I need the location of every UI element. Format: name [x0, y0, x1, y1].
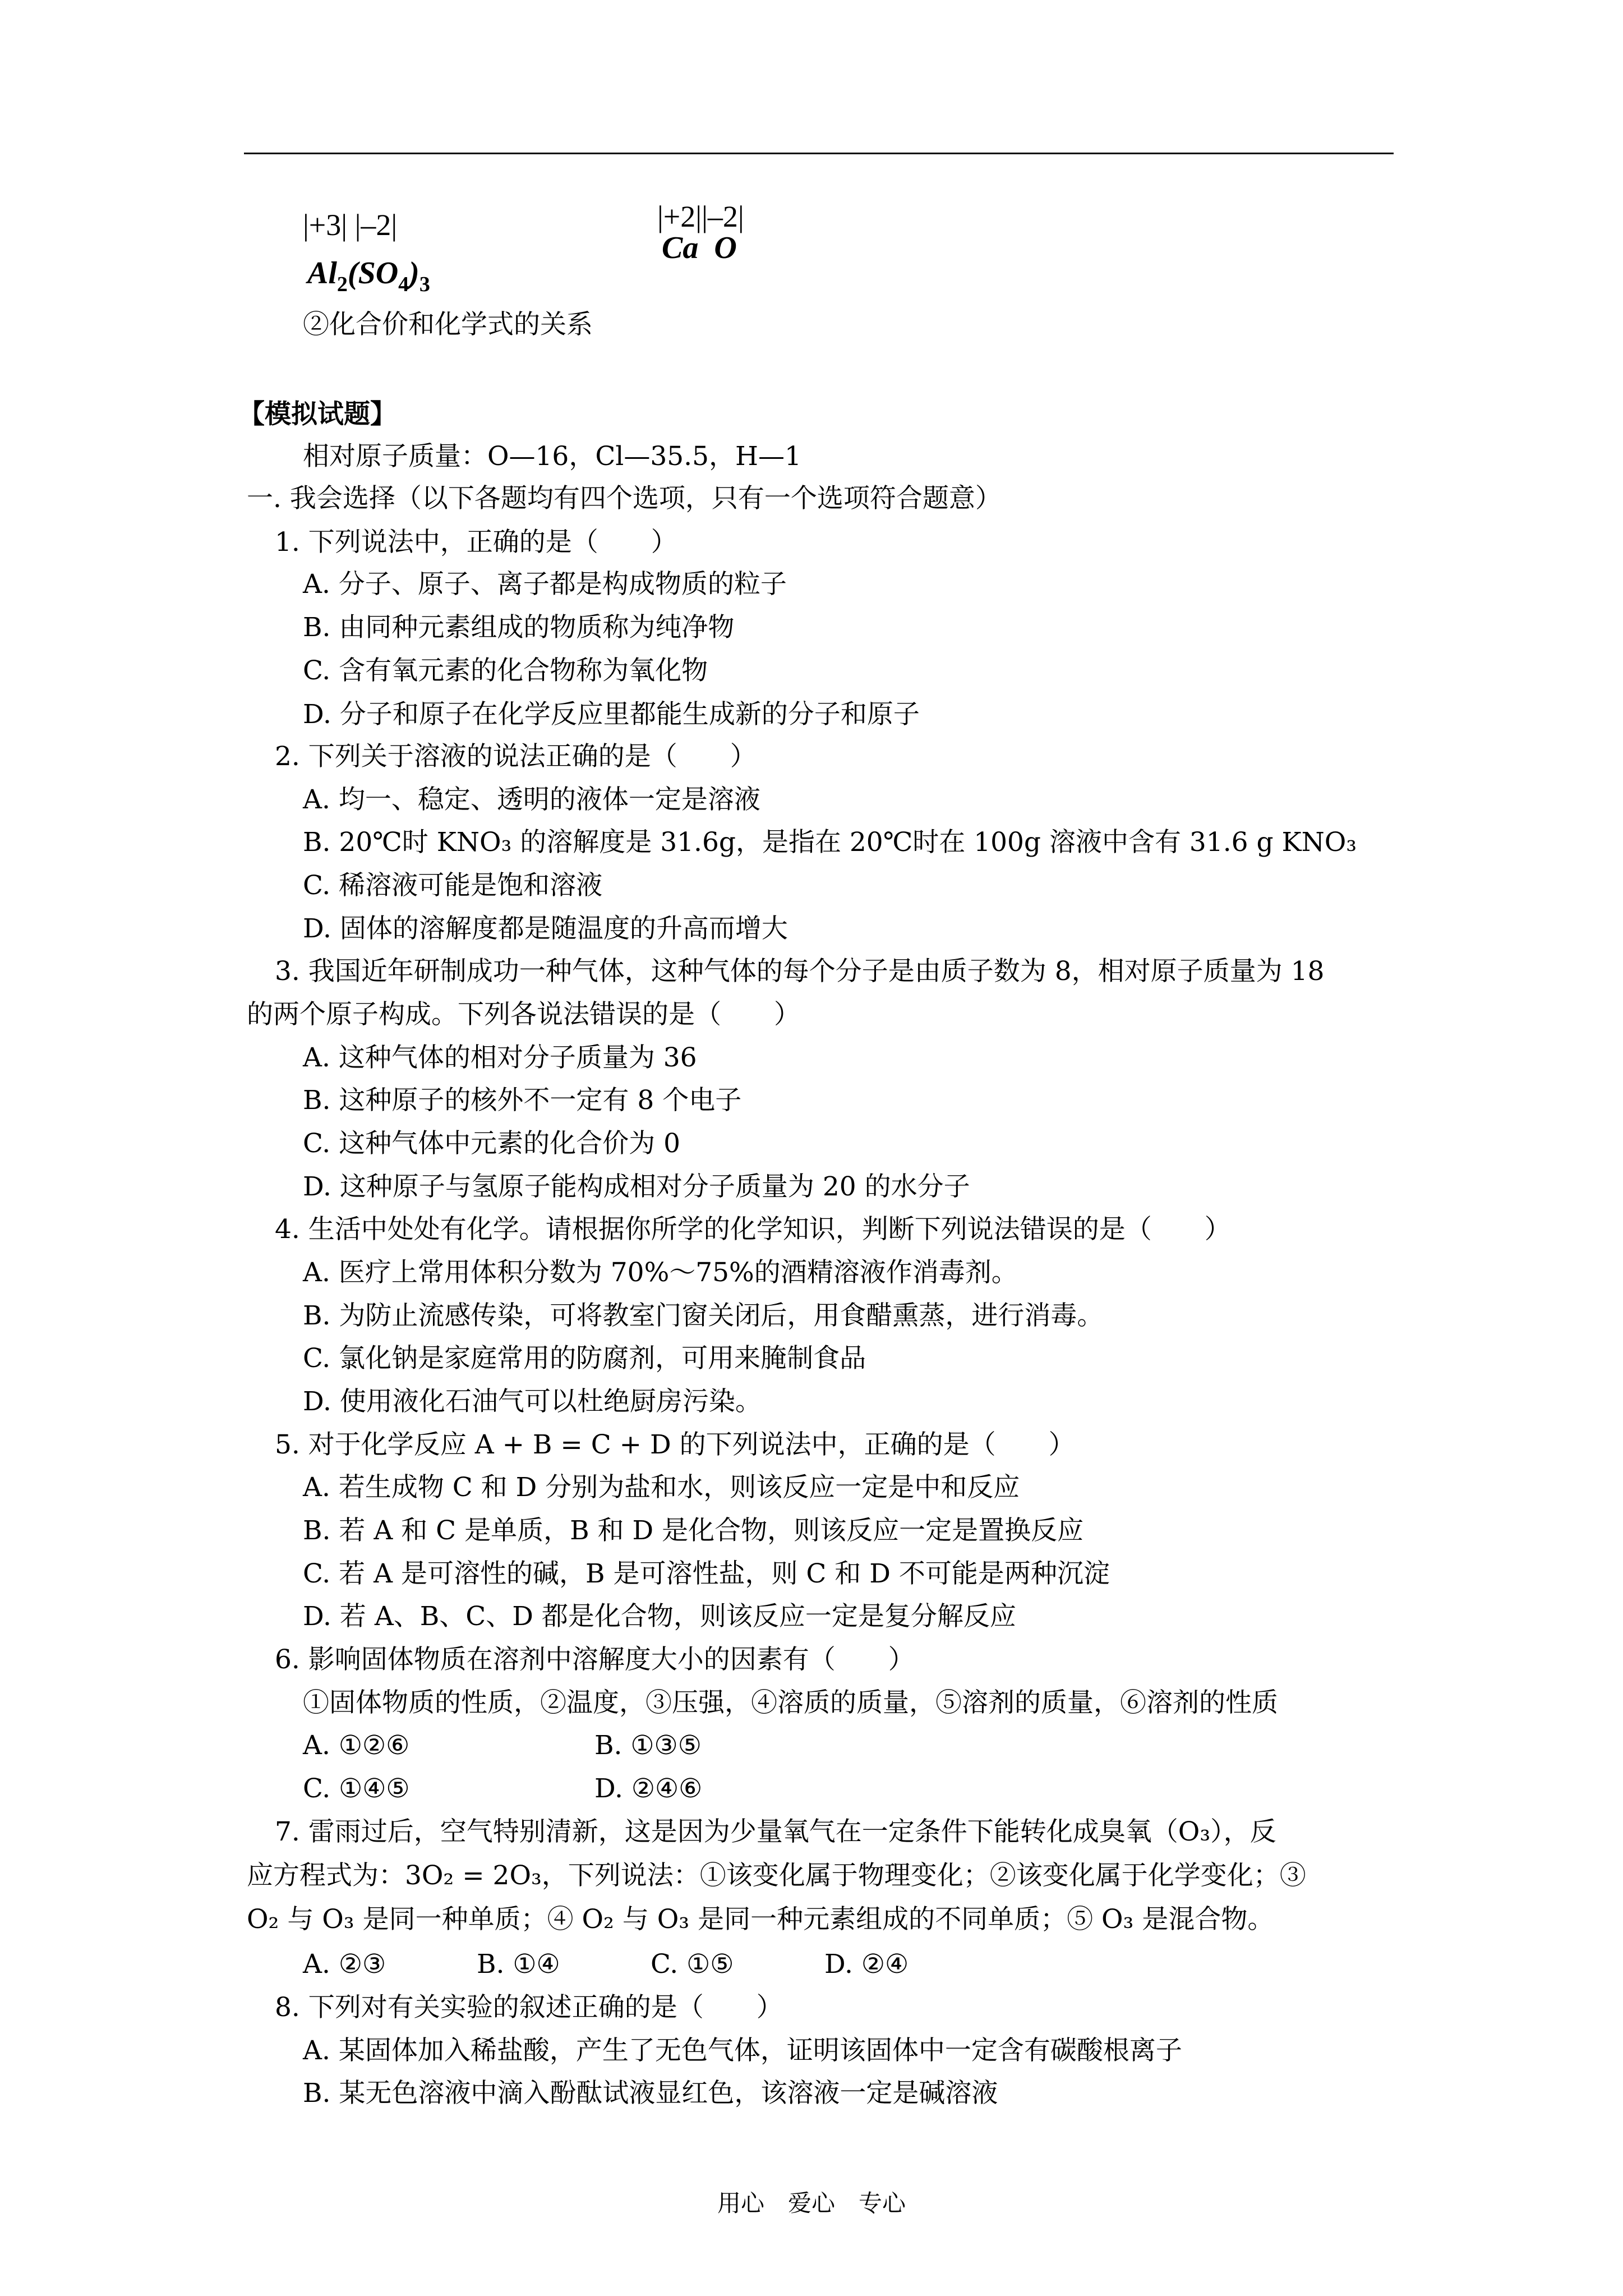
- formula-al2so43: [307, 255, 430, 297]
- question-5-option-c: C. 若 A 是可溶性的碱，B 是可溶性盐，则 C 和 D 不可能是两种沉淀: [303, 1558, 1110, 1589]
- valence-top-2: |+2||–2|: [657, 200, 744, 233]
- question-4-option-a: A. 医疗上常用体积分数为 70%～75%的酒精溶液作消毒剂。: [303, 1257, 1018, 1288]
- question-6-option-d: D. ②④⑥: [594, 1773, 703, 1804]
- question-4-stem: 4. 生活中处处有化学。请根据你所学的化学知识，判断下列说法错误的是（ ）: [275, 1214, 1231, 1245]
- question-2-option-b: B. 20℃时 KNO₃ 的溶解度是 31.6g，是指在 20℃时在 100g 溶液中含有 31.6 g KNO₃: [303, 827, 1357, 858]
- question-7-option-b: B. ①④: [477, 1949, 560, 1980]
- question-8-option-a: A. 某固体加入稀盐酸，产生了无色气体，证明该固体中一定含有碳酸根离子: [303, 2035, 1182, 2066]
- valence-top-1: |+3| |–2|: [303, 208, 398, 242]
- formula-sub-2: 2: [336, 273, 348, 296]
- question-3-stem-cont: 的两个原子构成。下列各说法错误的是（ ）: [247, 999, 800, 1030]
- question-5-option-a: A. 若生成物 C 和 D 分别为盐和水，则该反应一定是中和反应: [303, 1472, 1020, 1503]
- question-2-option-d: D. 固体的溶解度都是随温度的升高而增大: [303, 913, 788, 944]
- question-6-option-b: B. ①③⑤: [594, 1730, 702, 1761]
- formula-so: (SO: [347, 256, 399, 291]
- question-6-factors: ①固体物质的性质，②温度，③压强，④溶质的质量，⑤溶剂的质量，⑥溶剂的性质: [303, 1687, 1278, 1718]
- question-3-option-b: B. 这种原子的核外不一定有 8 个电子: [303, 1085, 742, 1116]
- question-7-stem-cont: 应方程式为：3O₂ = 2O₃，下列说法：①该变化属于物理变化；②该变化属于化学变化；③: [247, 1860, 1306, 1891]
- question-4-option-c: C. 氯化钠是家庭常用的防腐剂，可用来腌制食品: [303, 1343, 866, 1374]
- question-2-option-a: A. 均一、稳定、透明的液体一定是溶液: [303, 784, 760, 815]
- question-5-stem: 5. 对于化学反应 A + B = C + D 的下列说法中，正确的是（ ）: [275, 1429, 1075, 1460]
- question-3-option-a: A. 这种气体的相对分子质量为 36: [303, 1042, 697, 1073]
- question-3-option-c: C. 这种气体中元素的化合价为 0: [303, 1128, 681, 1159]
- question-3-option-d: D. 这种原子与氢原子能构成相对分子质量为 20 的水分子: [303, 1171, 970, 1202]
- section-title: 【模拟试题】: [238, 399, 396, 430]
- question-7-option-c: C. ①⑤: [651, 1949, 734, 1980]
- question-4-option-b: B. 为防止流感传染，可将教室门窗关闭后，用食醋熏蒸，进行消毒。: [303, 1300, 1104, 1331]
- question-1-option-c: C. 含有氧元素的化合物称为氧化物: [303, 655, 708, 686]
- relation-note: ②化合价和化学式的关系: [303, 309, 593, 340]
- question-5-option-d: D. 若 A、B、C、D 都是化合物，则该反应一定是复分解反应: [303, 1601, 1016, 1632]
- question-1-stem: 1. 下列说法中，正确的是（ ）: [275, 527, 677, 558]
- question-5-option-b: B. 若 A 和 C 是单质，B 和 D 是化合物，则该反应一定是置换反应: [303, 1515, 1084, 1546]
- question-6-option-a: A. ①②⑥: [303, 1730, 410, 1761]
- question-6-option-c: C. ①④⑤: [303, 1773, 410, 1804]
- question-7-stem-cont-2: O₂ 与 O₃ 是同一种单质；④ O₂ 与 O₃ 是同一种元素组成的不同单质；⑤ O₃ 是混合物。: [247, 1904, 1274, 1935]
- question-8-stem: 8. 下列对有关实验的叙述正确的是（ ）: [275, 1992, 783, 2023]
- question-7-stem: 7. 雷雨过后，空气特别清新，这是因为少量氧气在一定条件下能转化成臭氧（O₃），反: [275, 1816, 1276, 1847]
- atomic-mass-note: 相对原子质量：O—16，Cl—35.5，H—1: [303, 441, 801, 472]
- question-3-stem: 3. 我国近年研制成功一种气体，这种气体的每个分子是由质子数为 8，相对原子质量为 18: [275, 956, 1325, 987]
- question-1-option-a: A. 分子、原子、离子都是构成物质的粒子: [303, 569, 787, 600]
- question-2-option-c: C. 稀溶液可能是饱和溶液: [303, 870, 603, 901]
- question-8-option-b: B. 某无色溶液中滴入酚酞试液显红色，该溶液一定是碱溶液: [303, 2078, 998, 2109]
- formula-al: Al: [307, 256, 337, 291]
- question-4-option-d: D. 使用液化石油气可以杜绝厨房污染。: [303, 1386, 762, 1417]
- page-footer: 用心 爱心 专心: [717, 2189, 906, 2217]
- header-rule: [244, 153, 1394, 154]
- formula-sub-3: 3: [419, 273, 430, 296]
- question-7-option-d: D. ②④: [824, 1949, 909, 1980]
- formula-cao: Ca O: [662, 231, 737, 265]
- question-1-option-b: B. 由同种元素组成的物质称为纯净物: [303, 612, 735, 643]
- question-2-stem: 2. 下列关于溶液的说法正确的是（ ）: [275, 741, 757, 772]
- question-1-option-d: D. 分子和原子在化学反应里都能生成新的分子和原子: [303, 699, 920, 730]
- question-6-stem: 6. 影响固体物质在溶剂中溶解度大小的因素有（ ）: [275, 1644, 915, 1675]
- part-one-heading: 一. 我会选择（以下各题均有四个选项，只有一个选项符合题意）: [247, 483, 1002, 514]
- formula-sub-4: 4: [398, 273, 409, 296]
- question-7-option-a: A. ②③: [303, 1949, 386, 1980]
- formula-close: ): [409, 256, 419, 291]
